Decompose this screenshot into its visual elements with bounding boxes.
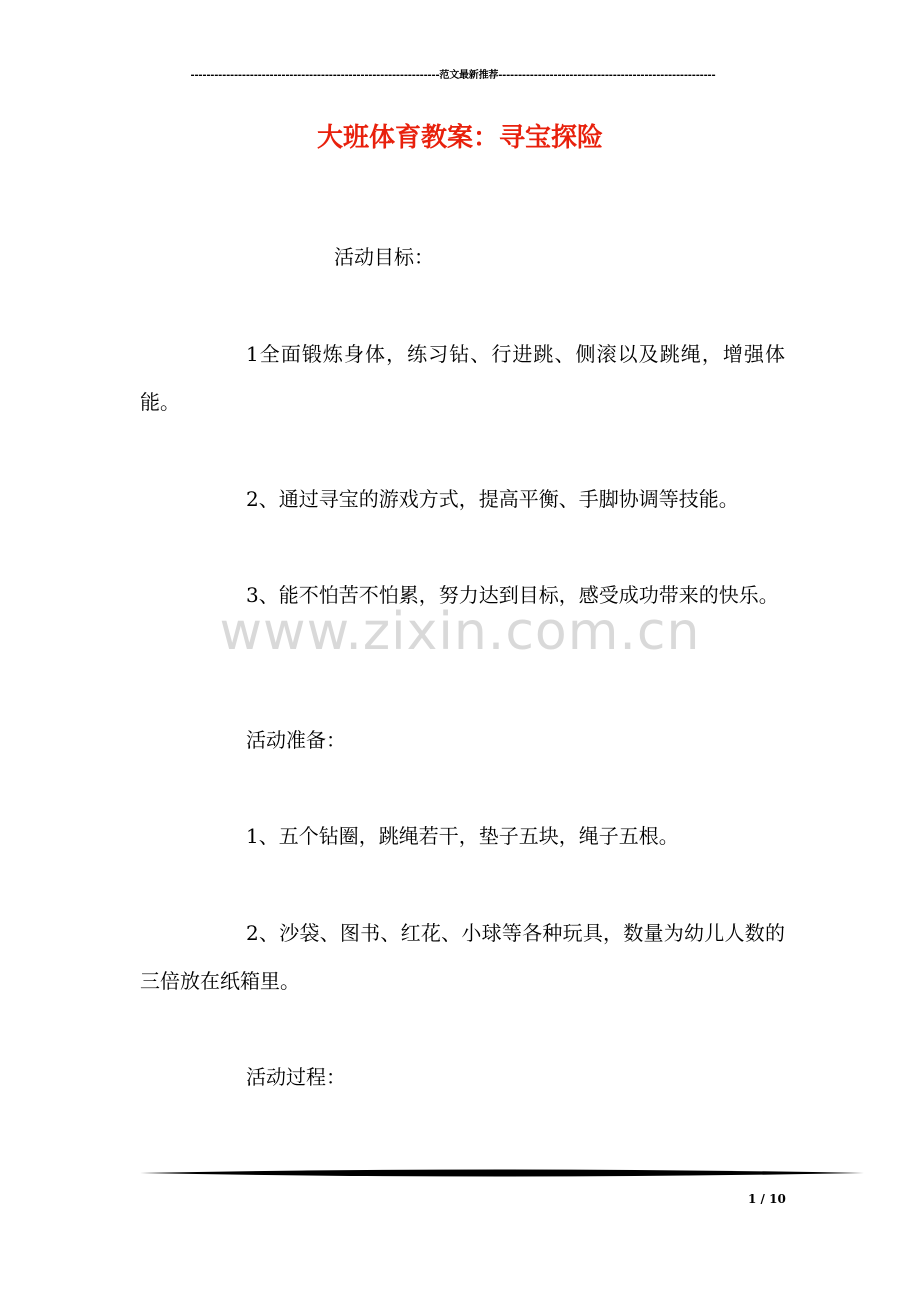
- paragraph-goal-3: 3、能不怕苦不怕累，努力达到目标，感受成功带来的快乐。: [246, 583, 779, 607]
- watermark-text: www.zixin.com.cn: [219, 602, 701, 662]
- paragraph-preparation-2: 2、沙袋、图书、红花、小球等各种玩具，数量为幼儿人数的三倍放在纸箱里。: [140, 921, 785, 993]
- page-number: 1 / 10: [748, 1192, 786, 1206]
- paragraph-preparation-1: 1、五个钻圈，跳绳若干，垫子五块，绳子五根。: [246, 824, 679, 848]
- page-header: ---------------------------------------------------------------范文最新推荐-------------------------------------------------------: [190, 70, 716, 81]
- section-heading-process: 活动过程：: [246, 1065, 346, 1089]
- paragraph-goal-1: 1全面锻炼身体，练习钻、行进跳、侧滚以及跳绳，增强体能。: [140, 342, 785, 414]
- footer-divider: [140, 1166, 864, 1180]
- paragraph-goal-2: 2、通过寻宝的游戏方式，提高平衡、手脚协调等技能。: [246, 487, 739, 511]
- section-heading-preparation: 活动准备：: [246, 728, 346, 752]
- section-heading-goals: 活动目标：: [334, 245, 434, 269]
- document-title: 大班体育教案：寻宝探险: [316, 123, 603, 153]
